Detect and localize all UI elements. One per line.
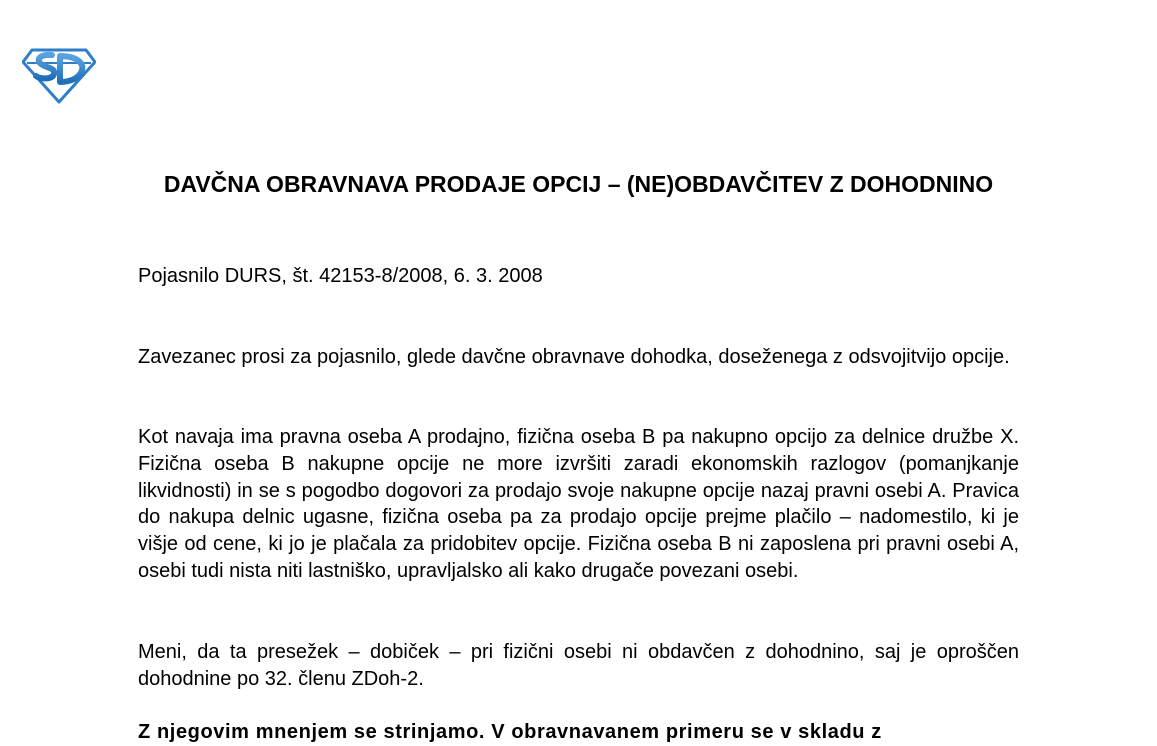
document-title: DAVČNA OBRAVNAVA PRODAJE OPCIJ – (NE)OBDAVČITEV Z DOHODNINO bbox=[163, 171, 994, 197]
document-reference: Pojasnilo DURS, št. 42153-8/2008, 6. 3. 2008 bbox=[138, 265, 543, 287]
sd-shield-logo-icon bbox=[22, 46, 96, 104]
paragraph-facts: Kot navaja ima pravna oseba A prodajno, fizična oseba B pa nakupno opcijo za delnice družbe X. Fizična oseba B nakupne opcije ne more izvršiti zaradi ekonomskih razlogov (pomanjkanje likvidnosti) in se s pogodbo dogovori za prodajo svoje nakupne opcije nazaj pravni osebi A. Pravica do nakupa delnic ugasne, fizična oseba pa za prodajo opcije prejme plačilo – nadomestilo, ki je višje od cene, ki jo je plačala za pridobitev opcije. Fizična oseba B ni zaposlena pri pravni osebi A, osebi tudi nista niti lastniško, upravljalsko ali kako drugače povezani osebi. bbox=[138, 426, 1019, 582]
paragraph-answer: Z njegovim mnenjem se strinjamo. V obravnavanem primeru se v skladu z bbox=[138, 721, 882, 743]
paragraph-opinion: Meni, da ta presežek – dobiček – pri fizični osebi ni obdavčen z dohodnino, saj je oproščen dohodnine po 32. členu ZDoh-2. bbox=[138, 641, 1019, 690]
paragraph-request: Zavezanec prosi za pojasnilo, glede davčne obravnave dohodka, doseženega z odsvojitvijo opcije. bbox=[138, 346, 1010, 368]
